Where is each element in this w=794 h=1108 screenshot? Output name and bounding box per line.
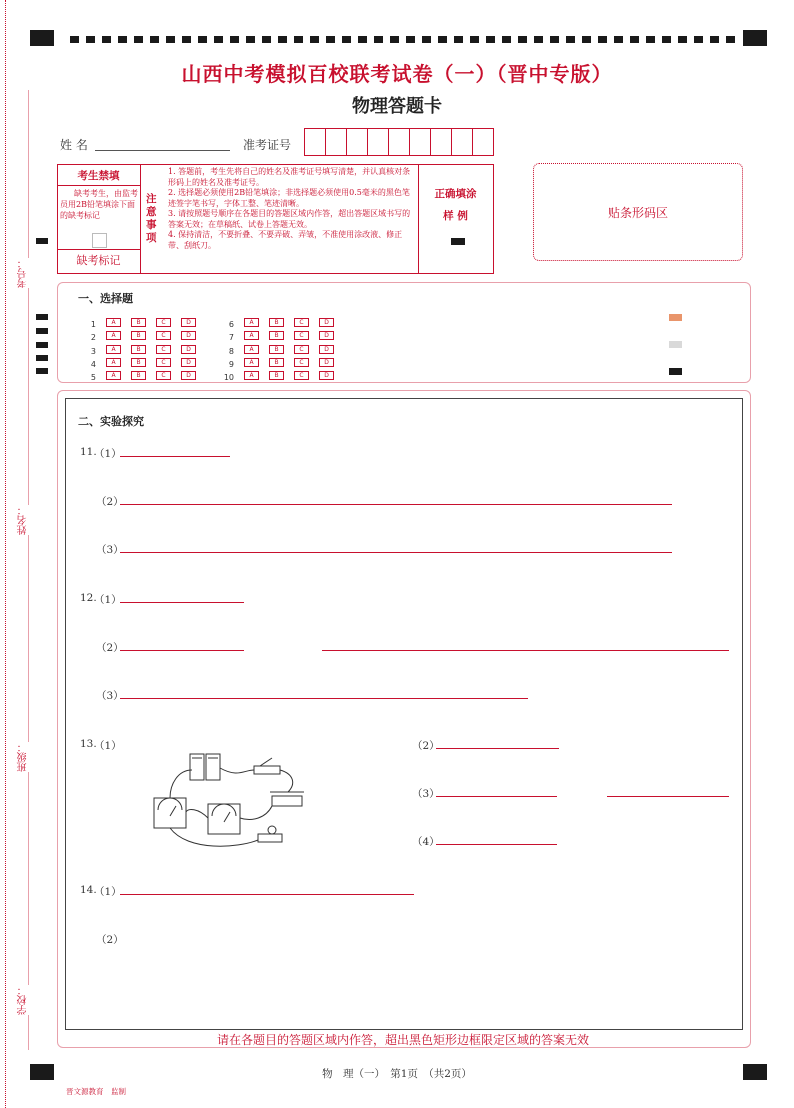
mc-option-bubble[interactable]: B <box>131 371 146 380</box>
notice-items: 1. 答题前，考生先将自己的姓名及准考证号填写清楚，并认真核对条形码上的姓名及准考证号。 2. 选择题必须使用2B铅笔填涂；非选择题必须使用0.5毫米的黑色笔迹签字笔书写，字体工整、笔迹清晰。 3. 请按照题号顺序在各题目的答题区域内作答，超出答题区域书写的答案无效；在草稿纸、试卷上答题无效。 4. 保持清洁，不要折叠、不要弄破、弄皱，不准使用涂改液、修正带、刮纸刀。 <box>168 167 411 250</box>
q12-part2-answer-a[interactable] <box>120 650 244 651</box>
barcode-area-label: 贴条形码区 <box>607 206 668 220</box>
correct-fill-title: 正确填涂 <box>434 188 477 200</box>
q13-part3-answer-b[interactable] <box>607 796 729 797</box>
mc-option-bubble[interactable]: B <box>269 345 284 354</box>
mc-option-bubble[interactable]: A <box>106 358 121 367</box>
mc-option-bubble[interactable]: B <box>269 318 284 327</box>
rheostat-icon <box>272 796 302 806</box>
q12-part1-answer[interactable] <box>120 602 244 603</box>
q12-part2-label: （2） <box>96 642 124 654</box>
mc-question-row <box>80 312 206 329</box>
mark-orange <box>669 314 682 321</box>
mc-option-bubble[interactable]: B <box>131 358 146 367</box>
mc-option-bubble[interactable]: D <box>319 318 334 327</box>
q11-part3-label: （3） <box>96 544 124 556</box>
q14-part2-label: （2） <box>96 934 124 946</box>
q13-part1-label: （1） <box>94 740 122 752</box>
timing-track <box>70 36 735 43</box>
absent-mark-label: 缺考标记 <box>76 254 121 267</box>
side-label-school: 学校： <box>18 985 29 1015</box>
q11-part1-label: （1） <box>94 448 122 460</box>
mc-question-number: 5 <box>90 373 96 383</box>
mc-option-bubble[interactable]: A <box>244 358 259 367</box>
q14-number: 14. <box>80 884 97 896</box>
q13-part2-answer[interactable] <box>436 748 559 749</box>
name-label: 姓 名 <box>60 138 88 152</box>
mc-option-bubble[interactable]: B <box>131 345 146 354</box>
q14-part2-answer-area[interactable] <box>96 950 726 1020</box>
forbidden-text: 缺考考生，由监考员用2B铅笔填涂下面的缺考标记 <box>60 189 138 220</box>
mc-option-bubble[interactable]: D <box>181 331 196 340</box>
mc-option-bubble[interactable]: A <box>244 331 259 340</box>
mc-question-number: 9 <box>228 359 234 369</box>
mc-option-bubble[interactable]: D <box>319 358 334 367</box>
voltmeter-icon <box>208 804 240 834</box>
mc-question-number: 2 <box>90 333 96 343</box>
q12-part1-label: （1） <box>94 594 122 606</box>
name-field[interactable] <box>95 150 230 151</box>
mc-option-bubble[interactable]: A <box>244 318 259 327</box>
mc-option-bubble[interactable]: A <box>244 345 259 354</box>
q11-part1-answer[interactable] <box>120 456 230 457</box>
mc-question-number: 1 <box>90 320 96 329</box>
mc-option-bubble[interactable]: C <box>156 358 171 367</box>
mc-option-bubble[interactable]: D <box>181 345 196 354</box>
lamp-icon <box>258 834 282 842</box>
mc-option-bubble[interactable]: D <box>319 331 334 340</box>
mc-option-bubble[interactable]: C <box>156 318 171 327</box>
mc-option-bubble[interactable]: C <box>294 345 309 354</box>
q12-number: 12. <box>80 592 97 604</box>
mc-question-row <box>218 339 344 356</box>
switch-icon <box>254 766 280 774</box>
mc-question-row <box>80 352 206 369</box>
mc-option-bubble[interactable]: D <box>181 358 196 367</box>
mc-question-number: 7 <box>228 333 234 343</box>
mc-question-row <box>80 339 206 356</box>
mc-heading: 一、选择题 <box>78 292 133 305</box>
exp-answer-frame <box>65 398 743 1030</box>
mc-option-bubble[interactable]: D <box>181 318 196 327</box>
mc-option-bubble[interactable]: C <box>294 371 309 380</box>
circuit-diagram <box>148 748 308 856</box>
absent-checkbox[interactable] <box>92 233 107 248</box>
side-label-name: 姓名： <box>18 505 29 535</box>
mc-question-row <box>218 365 344 383</box>
q13-number: 13. <box>80 738 97 750</box>
mark-gray <box>669 341 682 348</box>
corner-mark-tl <box>30 30 54 46</box>
side-label-class: 班级： <box>18 742 29 772</box>
mc-option-bubble[interactable]: D <box>319 345 334 354</box>
corner-mark-tr <box>743 30 767 46</box>
timing-mark <box>36 314 48 320</box>
correct-fill-sample: 样 例 <box>443 210 468 222</box>
mc-question-number: 4 <box>90 359 96 369</box>
barcode-area[interactable] <box>533 163 743 261</box>
q11-part2-label: （2） <box>96 496 124 508</box>
q13-part4-answer[interactable] <box>436 844 557 845</box>
mc-option-bubble[interactable]: B <box>269 331 284 340</box>
mc-option-bubble[interactable]: C <box>294 331 309 340</box>
q11-number: 11. <box>80 446 97 458</box>
exam-no-label: 准考证号 <box>243 138 292 152</box>
exp-heading: 二、实验探究 <box>78 415 144 428</box>
mc-question-row <box>218 352 344 369</box>
mc-question-number: 6 <box>228 320 234 329</box>
side-label-exam-no: 考号： <box>18 258 29 288</box>
mc-option-bubble[interactable]: D <box>319 371 334 380</box>
page-subtitle: 物理答题卡 <box>352 96 442 117</box>
q14-part1-label: （1） <box>94 886 122 898</box>
ammeter-icon <box>154 798 186 828</box>
footer-warning: 请在各题目的答题区域内作答，超出黑色矩形边框限定区域的答案无效 <box>216 1033 589 1047</box>
mc-option-bubble[interactable]: A <box>106 331 121 340</box>
timing-mark <box>36 368 48 374</box>
mc-option-bubble[interactable]: C <box>156 345 171 354</box>
q14-part1-answer[interactable] <box>120 894 414 895</box>
mc-option-bubble[interactable]: C <box>294 358 309 367</box>
q13-part4-label: （4） <box>412 836 440 848</box>
mark-black <box>669 368 682 375</box>
timing-mark <box>36 328 48 334</box>
q11-part2-answer[interactable] <box>120 504 672 505</box>
timing-mark <box>36 238 48 244</box>
correct-fill-example <box>451 238 465 245</box>
mc-question-number: 10 <box>223 373 234 383</box>
footer-publisher: 晋文源教育 监制 <box>66 1087 126 1096</box>
mc-option-bubble[interactable]: B <box>131 331 146 340</box>
page-title: 山西中考模拟百校联考试卷（一）（晋中专版） <box>181 62 613 86</box>
timing-mark <box>36 342 48 348</box>
mc-option-bubble[interactable]: B <box>269 371 284 380</box>
mc-option-bubble[interactable]: A <box>106 318 121 327</box>
mc-option-bubble[interactable]: A <box>106 345 121 354</box>
q12-part3-answer[interactable] <box>120 698 528 699</box>
mc-question-number: 3 <box>90 346 96 356</box>
q12-part3-label: （3） <box>96 690 124 702</box>
q12-part2-answer-b[interactable] <box>322 650 729 651</box>
footer-page-info: 物 理（一） 第1页 （共2页） <box>322 1068 472 1080</box>
notice-title: 注意事项 <box>146 193 157 244</box>
binding-line <box>5 0 6 1108</box>
q11-part3-answer[interactable] <box>120 552 672 553</box>
mc-question-row <box>218 325 344 343</box>
mc-option-bubble[interactable]: C <box>294 318 309 327</box>
forbidden-title: 考生禁填 <box>77 170 120 182</box>
binding-line-solid <box>28 90 29 1050</box>
mc-option-bubble[interactable]: A <box>244 371 259 380</box>
mc-question-row <box>80 365 206 383</box>
exam-no-boxes[interactable] <box>304 128 494 154</box>
mc-question-number: 8 <box>228 346 234 356</box>
mc-option-bubble[interactable]: C <box>156 331 171 340</box>
mc-question-row <box>80 325 206 343</box>
q13-part3-label: （3） <box>412 788 440 800</box>
mc-option-bubble[interactable]: D <box>181 371 196 380</box>
timing-mark <box>36 355 48 361</box>
mc-question-row <box>218 312 344 329</box>
mc-option-bubble[interactable]: C <box>156 371 171 380</box>
q13-part2-label: （2） <box>412 740 440 752</box>
mc-option-bubble[interactable]: A <box>106 371 121 380</box>
q13-part3-answer-a[interactable] <box>436 796 557 797</box>
mc-option-bubble[interactable]: B <box>131 318 146 327</box>
mc-option-bubble[interactable]: B <box>269 358 284 367</box>
